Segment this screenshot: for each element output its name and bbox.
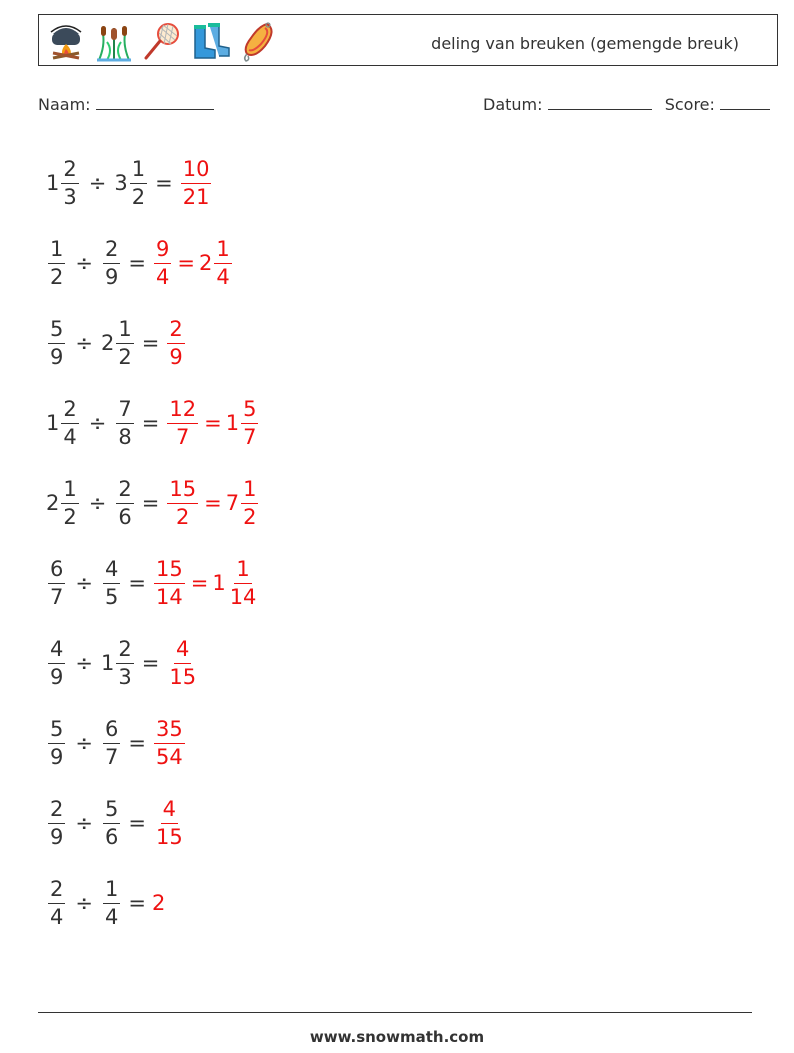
operand-a	[46, 398, 81, 447]
fraction	[154, 718, 185, 767]
problem-row	[46, 223, 260, 303]
numerator: 5	[241, 398, 258, 423]
problem-row	[46, 543, 260, 623]
denominator: 14	[155, 584, 183, 609]
operator: ÷	[88, 411, 107, 435]
name-label: Naam:	[38, 95, 91, 114]
fraction	[48, 558, 65, 607]
operand-b	[101, 638, 136, 687]
denominator: 9	[169, 344, 183, 369]
fraction	[103, 238, 120, 287]
problem-row	[46, 463, 260, 543]
equals-sign: =	[141, 411, 160, 435]
operator: ÷	[75, 251, 93, 275]
operand-a	[46, 478, 81, 527]
denominator: 2	[176, 504, 190, 529]
whole-number: 1	[46, 411, 60, 435]
numerator: 1	[48, 238, 65, 263]
fraction	[103, 798, 120, 847]
problem-row	[46, 303, 260, 383]
answer-equals-sign: =	[177, 251, 195, 275]
answer-value	[152, 798, 187, 847]
cooking-pot-campfire-icon	[45, 20, 87, 62]
fraction	[154, 238, 171, 287]
fraction	[241, 398, 258, 447]
whole-number: 7	[225, 491, 240, 515]
denominator: 4	[216, 264, 230, 289]
answer	[165, 398, 260, 447]
problem-row	[46, 143, 260, 223]
numerator: 1	[61, 478, 78, 503]
numerator: 2	[116, 638, 133, 663]
denominator: 3	[118, 664, 132, 689]
operand-b	[114, 478, 135, 527]
operator: ÷	[75, 331, 93, 355]
denominator: 9	[50, 824, 64, 849]
denominator: 2	[63, 504, 77, 529]
answer-value	[165, 638, 200, 687]
answer-value	[165, 318, 186, 367]
answer-value	[152, 558, 187, 607]
denominator: 4	[63, 424, 77, 449]
fraction	[241, 478, 258, 527]
numerator: 10	[181, 158, 212, 183]
answer	[165, 638, 200, 687]
numerator: 1	[103, 878, 120, 903]
numerator: 2	[103, 238, 120, 263]
denominator: 7	[104, 744, 119, 769]
numerator: 9	[154, 238, 171, 263]
fraction	[48, 718, 65, 767]
numerator: 4	[48, 638, 65, 663]
numerator: 2	[116, 478, 133, 503]
operand-a	[46, 638, 67, 687]
numerator: 2	[167, 318, 184, 343]
numerator: 1	[116, 318, 133, 343]
denominator: 7	[176, 424, 190, 449]
denominator: 9	[50, 664, 64, 689]
operand-a	[46, 558, 67, 607]
denominator: 5	[104, 584, 119, 609]
operand-a	[46, 318, 67, 367]
name-field	[38, 93, 214, 114]
operator: ÷	[75, 651, 93, 675]
answer	[165, 478, 260, 527]
fraction	[116, 638, 133, 687]
fraction	[103, 878, 120, 927]
score-blank[interactable]	[720, 93, 770, 110]
answer-value	[165, 478, 200, 527]
numerator: 35	[154, 718, 185, 743]
denominator: 2	[131, 184, 146, 209]
fishing-net-icon	[141, 20, 183, 62]
fishing-lure-icon	[237, 20, 279, 62]
whole-number: 2	[46, 491, 60, 515]
operand-b	[101, 558, 122, 607]
problem-row	[46, 383, 260, 463]
numerator: 5	[48, 718, 65, 743]
fraction	[116, 318, 133, 367]
operand-a	[46, 878, 67, 927]
answer-value	[179, 158, 214, 207]
operand-a	[46, 158, 81, 207]
equals-sign: =	[128, 891, 146, 915]
answer	[165, 318, 186, 367]
date-label: Datum:	[483, 95, 543, 114]
fraction	[167, 478, 198, 527]
denominator: 21	[182, 184, 210, 209]
denominator: 9	[50, 344, 64, 369]
denominator: 3	[63, 184, 77, 209]
numerator: 15	[154, 558, 185, 583]
operator: ÷	[75, 811, 93, 835]
fraction	[214, 238, 231, 287]
header-box	[38, 14, 778, 66]
answer-value	[199, 238, 234, 287]
numerator: 4	[161, 798, 178, 823]
fraction	[103, 558, 120, 607]
operator: ÷	[88, 491, 107, 515]
answer	[152, 891, 165, 915]
denominator: 15	[155, 824, 183, 849]
denominator: 2	[243, 504, 257, 529]
denominator: 7	[50, 584, 64, 609]
operator: ÷	[75, 891, 93, 915]
integer-value: 2	[151, 891, 166, 915]
denominator: 6	[118, 504, 132, 529]
equals-sign: =	[141, 491, 160, 515]
operator: ÷	[75, 731, 93, 755]
denominator: 15	[169, 664, 197, 689]
operand-b	[101, 318, 136, 367]
answer-value	[165, 398, 200, 447]
fraction	[61, 158, 78, 207]
date-score-fields	[483, 93, 770, 114]
operand-a	[46, 798, 67, 847]
answer-value	[212, 558, 260, 607]
fraction	[116, 398, 133, 447]
operand-a	[46, 718, 67, 767]
name-blank[interactable]	[96, 93, 214, 110]
problem-row	[46, 783, 260, 863]
date-blank[interactable]	[548, 93, 652, 110]
answer	[152, 798, 187, 847]
numerator: 1	[234, 558, 251, 583]
denominator: 4	[104, 904, 119, 929]
equals-sign: =	[141, 651, 160, 675]
numerator: 6	[103, 718, 120, 743]
equals-sign: =	[128, 731, 146, 755]
operand-b	[101, 798, 122, 847]
equals-sign: =	[128, 571, 146, 595]
fraction	[61, 478, 78, 527]
operand-b	[114, 158, 149, 207]
operand-b	[101, 718, 122, 767]
answer	[152, 718, 187, 767]
denominator: 2	[50, 264, 64, 289]
answer-value	[152, 891, 165, 915]
problem-row	[46, 863, 260, 943]
denominator: 8	[118, 424, 132, 449]
problem-row	[46, 703, 260, 783]
answer-value	[152, 238, 173, 287]
answer-value	[152, 718, 187, 767]
fraction	[167, 318, 184, 367]
operand-b	[101, 238, 122, 287]
numerator: 2	[48, 798, 65, 823]
footer-divider	[38, 1012, 752, 1013]
operand-b	[114, 398, 135, 447]
fraction	[48, 798, 65, 847]
answer-value	[226, 398, 261, 447]
numerator: 1	[241, 478, 258, 503]
whole-number: 1	[100, 651, 115, 675]
answer-equals-sign: =	[204, 411, 222, 435]
answer	[152, 558, 260, 607]
denominator: 4	[155, 264, 170, 289]
numerator: 5	[103, 798, 120, 823]
numerator: 7	[116, 398, 133, 423]
fraction	[181, 158, 212, 207]
denominator: 4	[50, 904, 64, 929]
operator: ÷	[88, 171, 107, 195]
equals-sign: =	[128, 811, 146, 835]
fraction	[154, 798, 185, 847]
answer	[152, 238, 234, 287]
numerator: 5	[48, 318, 65, 343]
fraction	[61, 398, 78, 447]
answer-equals-sign: =	[204, 491, 222, 515]
numerator: 1	[214, 238, 231, 263]
fraction	[48, 238, 65, 287]
numerator: 12	[167, 398, 198, 423]
numerator: 4	[174, 638, 191, 663]
fraction	[154, 558, 185, 607]
whole-number: 1	[212, 571, 226, 595]
whole-number: 3	[114, 171, 128, 195]
numerator: 2	[61, 158, 78, 183]
numerator: 2	[48, 878, 65, 903]
numerator: 4	[103, 558, 120, 583]
equals-sign: =	[155, 171, 173, 195]
numerator: 2	[61, 398, 78, 423]
numerator: 1	[130, 158, 147, 183]
footer-url: www.snowmath.com	[309, 1028, 485, 1046]
numerator: 15	[167, 478, 198, 503]
page-title: deling van breuken (gemengde breuk)	[431, 34, 739, 53]
denominator: 9	[104, 264, 119, 289]
operand-a	[46, 238, 67, 287]
fraction	[130, 158, 147, 207]
problem-list	[46, 143, 260, 943]
score-label: Score:	[664, 95, 715, 114]
fraction	[48, 638, 65, 687]
denominator: 7	[243, 424, 257, 449]
operator: ÷	[75, 571, 93, 595]
fraction	[48, 318, 65, 367]
rubber-boots-icon	[189, 20, 231, 62]
fraction	[116, 478, 133, 527]
header-icons	[45, 20, 279, 62]
whole-number: 1	[46, 171, 60, 195]
denominator: 54	[155, 744, 183, 769]
equals-sign: =	[141, 331, 160, 355]
fraction	[103, 718, 120, 767]
numerator: 6	[48, 558, 65, 583]
fraction	[228, 558, 259, 607]
operand-b	[101, 878, 122, 927]
whole-number: 1	[225, 411, 240, 435]
denominator: 14	[229, 584, 257, 609]
whole-number: 2	[100, 331, 115, 355]
denominator: 2	[118, 344, 132, 369]
answer	[179, 158, 214, 207]
answer-value	[226, 478, 261, 527]
cattail-reeds-icon	[93, 20, 135, 62]
equals-sign: =	[128, 251, 146, 275]
fraction	[167, 398, 198, 447]
fraction	[48, 878, 65, 927]
fraction	[167, 638, 198, 687]
problem-row	[46, 623, 260, 703]
answer-equals-sign: =	[190, 571, 209, 595]
whole-number: 2	[198, 251, 213, 275]
denominator: 9	[50, 744, 64, 769]
denominator: 6	[104, 824, 119, 849]
